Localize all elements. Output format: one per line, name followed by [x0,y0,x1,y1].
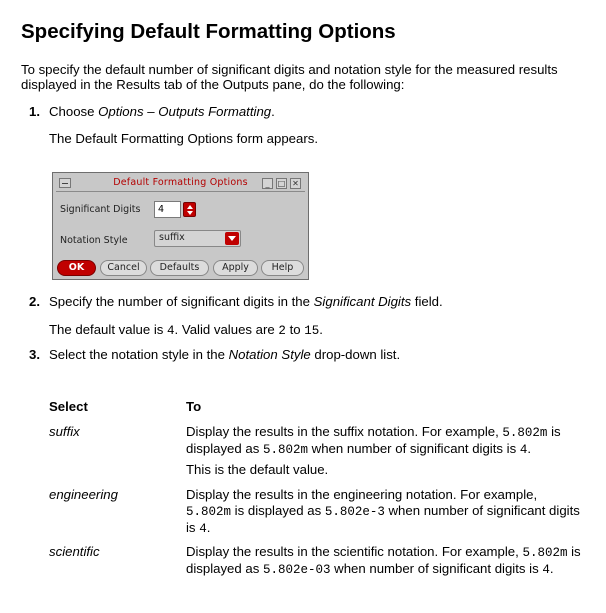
cancel-button[interactable]: Cancel [100,260,147,276]
step-text: Select the notation style in the Notation Style drop-down list. [49,347,401,362]
close-icon[interactable]: ✕ [290,178,301,189]
notation-style-value: suffix [159,232,185,243]
field-name: Notation Style [228,347,311,362]
table-cell-description: Display the results in the engineering notation. For example, 5.802m is displayed as 5.802e-3 when number of significant digits is 4. [186,487,580,536]
default-formatting-options-dialog [52,172,309,280]
defaults-button[interactable]: Defaults [150,260,209,276]
notation-style-dropdown[interactable] [154,230,241,247]
step-note: The Default Formatting Options form appears. [49,131,318,146]
table-cell-select: engineering [49,487,118,502]
dialog-titlebar [56,176,305,192]
chevron-down-icon[interactable] [225,232,239,245]
significant-digits-input[interactable]: 4 [154,201,181,218]
table-cell-description: Display the results in the scientific notation. For example, 5.802m is displayed as 5.802e-03 when number of significant digits is 4. [186,544,581,577]
maximize-icon[interactable]: □ [277,179,286,188]
field-name: Significant Digits [313,294,412,309]
step-number: 3. [29,347,40,362]
notation-style-label: Notation Style [60,235,128,246]
step-number: 2. [29,294,40,309]
minimize-icon[interactable]: _ [262,178,273,189]
significant-digits-spinbox[interactable] [154,201,198,218]
table-cell-select: suffix [49,424,80,439]
step-note: The default value is 4. Valid values are 2 to 15. [49,322,323,338]
step-text: Specify the number of significant digits in the Significant Digits field. [49,294,443,309]
apply-button[interactable]: Apply [213,260,258,276]
step-number: 1. [29,104,40,119]
menu-path: Options – Outputs Formatting [98,104,272,119]
spin-arrows-icon[interactable] [183,202,196,217]
help-button[interactable]: Help [261,260,304,276]
table-header-to: To [186,399,202,414]
table-cell-description: Display the results in the suffix notation. For example, 5.802m is displayed as 5.802m when number of significant digits is 4. [186,424,561,457]
intro-paragraph: To specify the default number of significant digits and notation style for the measured results displayed in the Results tab of the Outputs pane, do the following: [21,62,558,92]
significant-digits-label: Significant Digits [60,204,141,215]
table-cell-note: This is the default value. [186,462,329,477]
step-text: Choose Options – Outputs Formatting. [49,104,275,119]
table-header-select: Select [49,399,88,414]
dialog-title: Default Formatting Options [113,177,248,188]
page-title: Specifying Default Formatting Options [21,20,396,43]
table-cell-select: scientific [49,544,100,559]
ok-button[interactable]: OK [57,260,96,276]
dialog-button-row [53,260,308,276]
